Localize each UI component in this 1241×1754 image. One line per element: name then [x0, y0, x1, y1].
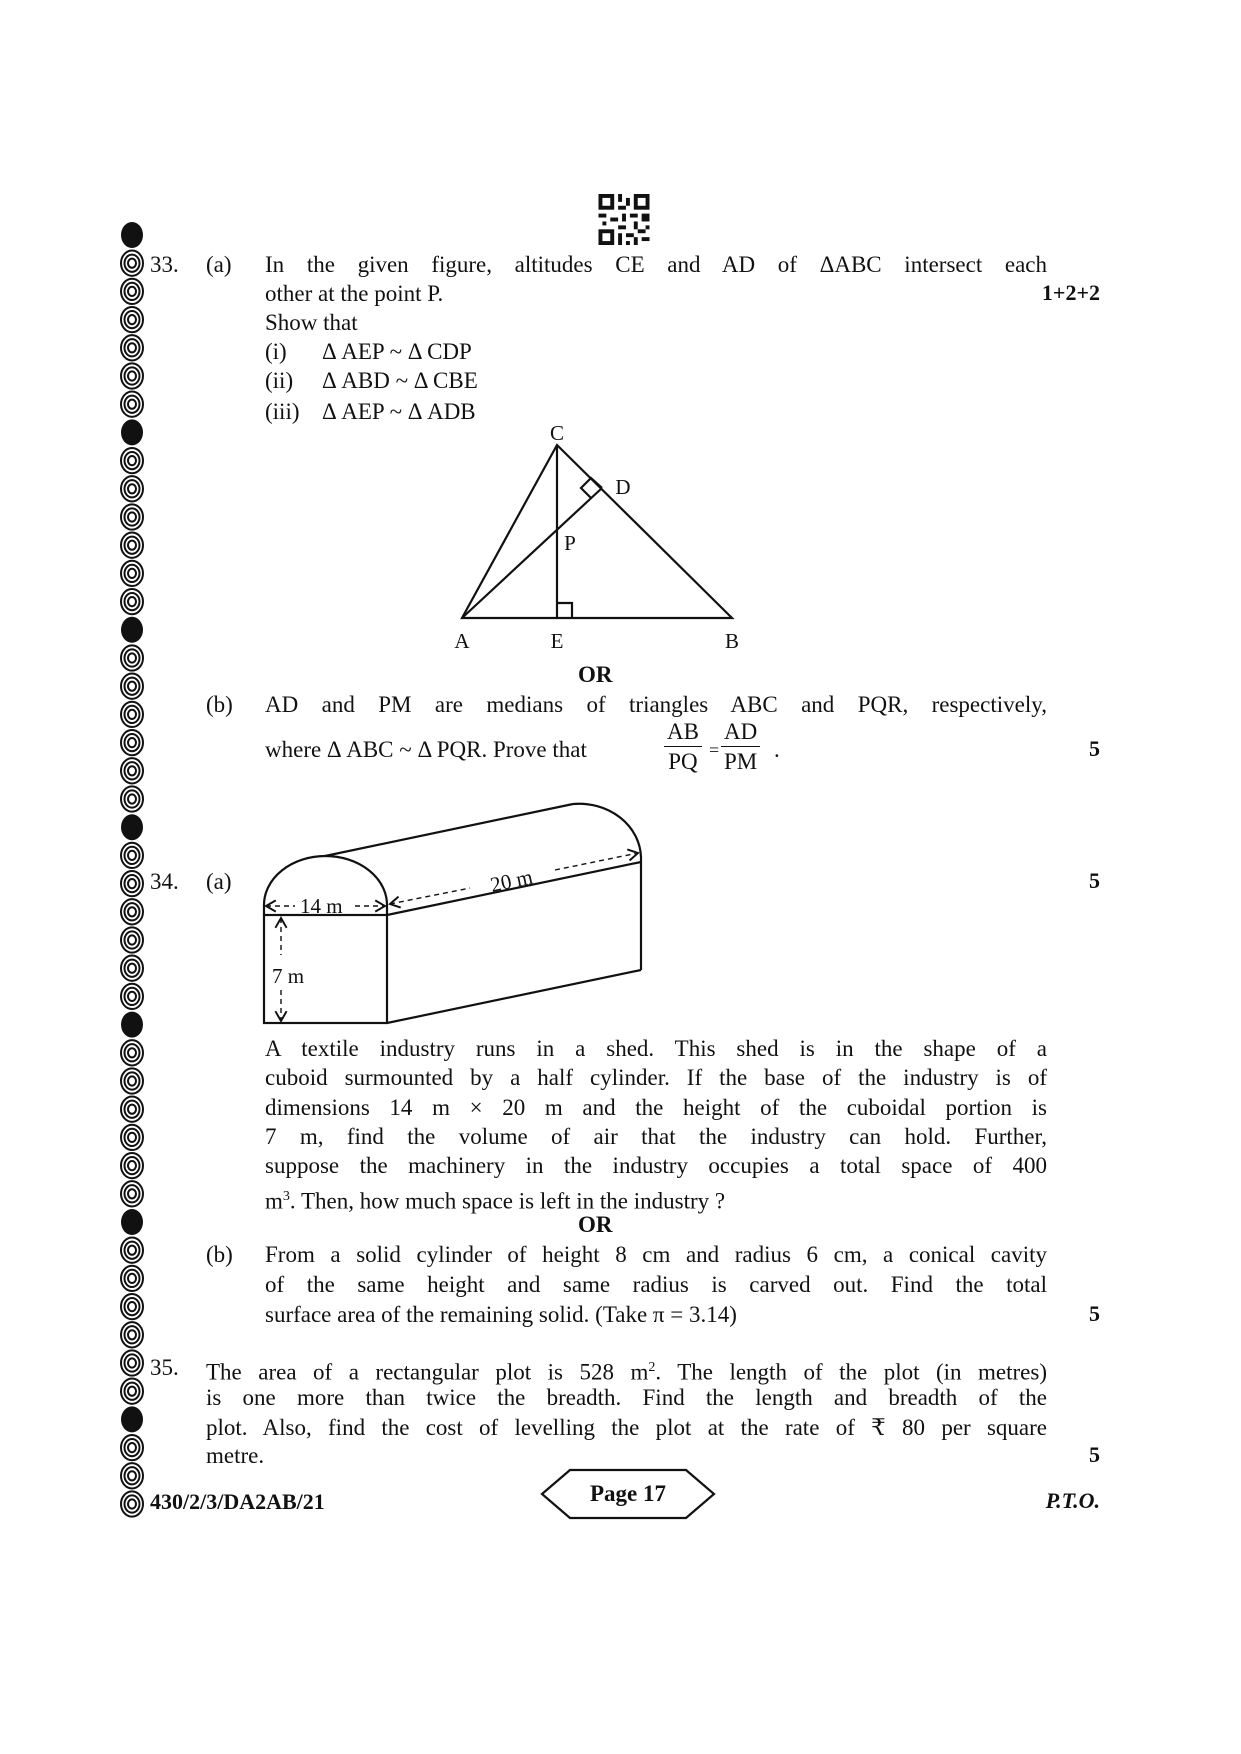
- concentric-circle-mark: [121, 1153, 143, 1178]
- marks: 5: [1089, 1442, 1100, 1467]
- vertex-label-a: A: [454, 629, 470, 653]
- part-label: (b): [206, 1242, 233, 1267]
- question-text: cuboid surmounted by a half cylinder. If the base of the industry is of: [265, 1065, 1047, 1090]
- page-number: Page 17: [589, 1481, 666, 1506]
- numerator: AB: [664, 718, 702, 747]
- concentric-circle-mark: [121, 448, 143, 473]
- concentric-circle-mark: [121, 504, 143, 529]
- vertex-label-e: E: [550, 629, 564, 653]
- concentric-circle-mark: [121, 561, 143, 586]
- question-text: of the same height and same radius is carved out. Find the total: [265, 1272, 1047, 1297]
- concentric-circle-mark: [121, 1322, 143, 1347]
- period: .: [774, 737, 780, 762]
- text-fragment: m: [265, 1188, 283, 1214]
- concentric-circle-mark: [121, 533, 143, 558]
- concentric-circle-mark: [121, 758, 143, 783]
- question-number: 35.: [150, 1355, 179, 1380]
- concentric-circle-mark: [121, 899, 143, 924]
- concentric-circle-mark: [121, 645, 143, 670]
- subpart-text: Δ ABD ~ Δ CBE: [322, 368, 478, 393]
- filled-circle-mark: [121, 1209, 143, 1235]
- question-text: Show that: [265, 310, 358, 335]
- pto-label: P.T.O.: [1045, 1488, 1100, 1513]
- concentric-circle-mark: [121, 363, 143, 388]
- superscript: 2: [648, 1360, 656, 1375]
- question-text: A textile industry runs in a shed. This shed is in the shape of a: [265, 1036, 1047, 1061]
- subpart-text: Δ AEP ~ Δ CDP: [322, 339, 472, 364]
- concentric-circle-mark: [121, 1097, 143, 1122]
- marks: 5: [1089, 868, 1100, 893]
- or-separator: OR: [578, 662, 613, 687]
- concentric-circle-mark: [121, 674, 143, 699]
- question-text: surface area of the remaining solid. (Take π = 3.14): [265, 1302, 737, 1327]
- or-separator: OR: [578, 1212, 613, 1237]
- concentric-circle-mark: [121, 1463, 143, 1488]
- question-text: plot. Also, find the cost of levelling the plot at the rate of ₹ 80 per square: [206, 1415, 1047, 1440]
- marks: 5: [1089, 736, 1100, 761]
- denominator: PQ: [668, 749, 698, 774]
- question-text: metre.: [206, 1443, 265, 1468]
- concentric-circle-mark: [121, 1181, 143, 1206]
- filled-circle-mark: [121, 222, 143, 248]
- filled-circle-mark: [121, 419, 143, 445]
- concentric-circle-mark: [121, 589, 143, 614]
- vertex-label-b: B: [724, 629, 740, 653]
- filled-circle-mark: [121, 814, 143, 840]
- concentric-circle-mark: [121, 335, 143, 360]
- part-label: (a): [206, 869, 232, 894]
- question-text: [206, 1354, 1047, 1387]
- filled-circle-mark: [121, 617, 143, 643]
- concentric-circle-mark: [121, 871, 143, 896]
- concentric-circle-mark: [121, 702, 143, 727]
- concentric-circle-mark: [121, 1238, 143, 1263]
- concentric-circle-mark: [121, 1040, 143, 1065]
- filled-circle-mark: [121, 1012, 143, 1038]
- question-text: is one more than twice the breadth. Find the length and breadth of the: [206, 1385, 1047, 1410]
- question-text: other at the point P.: [265, 281, 444, 306]
- subpart-label: (ii): [265, 368, 294, 393]
- question-text: From a solid cylinder of height 8 cm and radius 6 cm, a conical cavity: [265, 1242, 1047, 1267]
- qr-code: [598, 194, 650, 245]
- concentric-circle-mark: [121, 984, 143, 1009]
- width-label: 14 m: [300, 894, 343, 918]
- subpart-text: Δ AEP ~ Δ ADB: [322, 399, 476, 424]
- question-text: suppose the machinery in the industry occupies a total space of 400: [265, 1153, 1047, 1178]
- subpart-label: (iii): [265, 399, 300, 424]
- concentric-circle-mark: [121, 1379, 143, 1404]
- concentric-circle-mark: [121, 1294, 143, 1319]
- text-fragment: . The length of the plot (in metres): [655, 1359, 1047, 1385]
- question-text: AD and PM are medians of triangles ABC and PQR, respectively,: [265, 692, 1047, 717]
- part-label: (a): [206, 252, 232, 277]
- concentric-circle-mark: [121, 1125, 143, 1150]
- question-text: In the given figure, altitudes CE and AD of ΔABC intersect each: [265, 252, 1047, 277]
- marks: 1+2+2: [1041, 280, 1100, 305]
- vertex-label-d: D: [615, 475, 631, 499]
- concentric-circle-mark: [121, 476, 143, 501]
- concentric-circle-mark: [121, 1068, 143, 1093]
- part-label: (b): [206, 692, 233, 717]
- concentric-circle-mark: [121, 956, 143, 981]
- concentric-circle-mark: [121, 307, 143, 332]
- vertex-label-c: C: [549, 421, 565, 445]
- length-label: 20 m: [488, 864, 535, 897]
- concentric-circle-mark: [121, 392, 143, 417]
- filled-circle-mark: [121, 1406, 143, 1432]
- concentric-circle-mark: [121, 927, 143, 952]
- denominator: PM: [723, 749, 758, 774]
- numerator: AD: [721, 718, 760, 747]
- concentric-circle-mark: [121, 730, 143, 755]
- concentric-circle-mark: [121, 1435, 143, 1460]
- question-text: dimensions 14 m × 20 m and the height of the cuboidal portion is: [265, 1095, 1047, 1120]
- concentric-circle-mark: [121, 843, 143, 868]
- concentric-circle-mark: [121, 1266, 143, 1291]
- question-number: 34.: [150, 869, 179, 894]
- concentric-circle-mark: [121, 1491, 143, 1516]
- question-text: where Δ ABC ~ Δ PQR. Prove that: [265, 737, 587, 762]
- text-fragment: . Then, how much space is left in the industry ?: [289, 1188, 726, 1214]
- concentric-circle-mark: [121, 279, 143, 304]
- fraction-ab-pq: [664, 718, 702, 777]
- marks: 5: [1089, 1301, 1100, 1326]
- height-label: 7 m: [272, 964, 305, 988]
- question-number: 33.: [150, 252, 179, 277]
- paper-code: 430/2/3/DA2AB/21: [150, 1489, 325, 1514]
- concentric-circle-mark: [121, 1350, 143, 1375]
- concentric-circle-mark: [121, 251, 143, 276]
- equals-sign: =: [709, 740, 720, 760]
- superscript: 3: [282, 1189, 290, 1204]
- question-text: 7 m, find the volume of air that the industry can hold. Further,: [265, 1124, 1047, 1149]
- fraction-ad-pm: [721, 718, 760, 777]
- margin-circle-rail: [118, 222, 146, 1522]
- concentric-circle-mark: [121, 786, 143, 811]
- vertex-label-p: P: [564, 531, 576, 555]
- text-fragment: The area of a rectangular plot is 528 m: [206, 1359, 649, 1385]
- question-text: [265, 1183, 725, 1216]
- subpart-label: (i): [265, 339, 287, 364]
